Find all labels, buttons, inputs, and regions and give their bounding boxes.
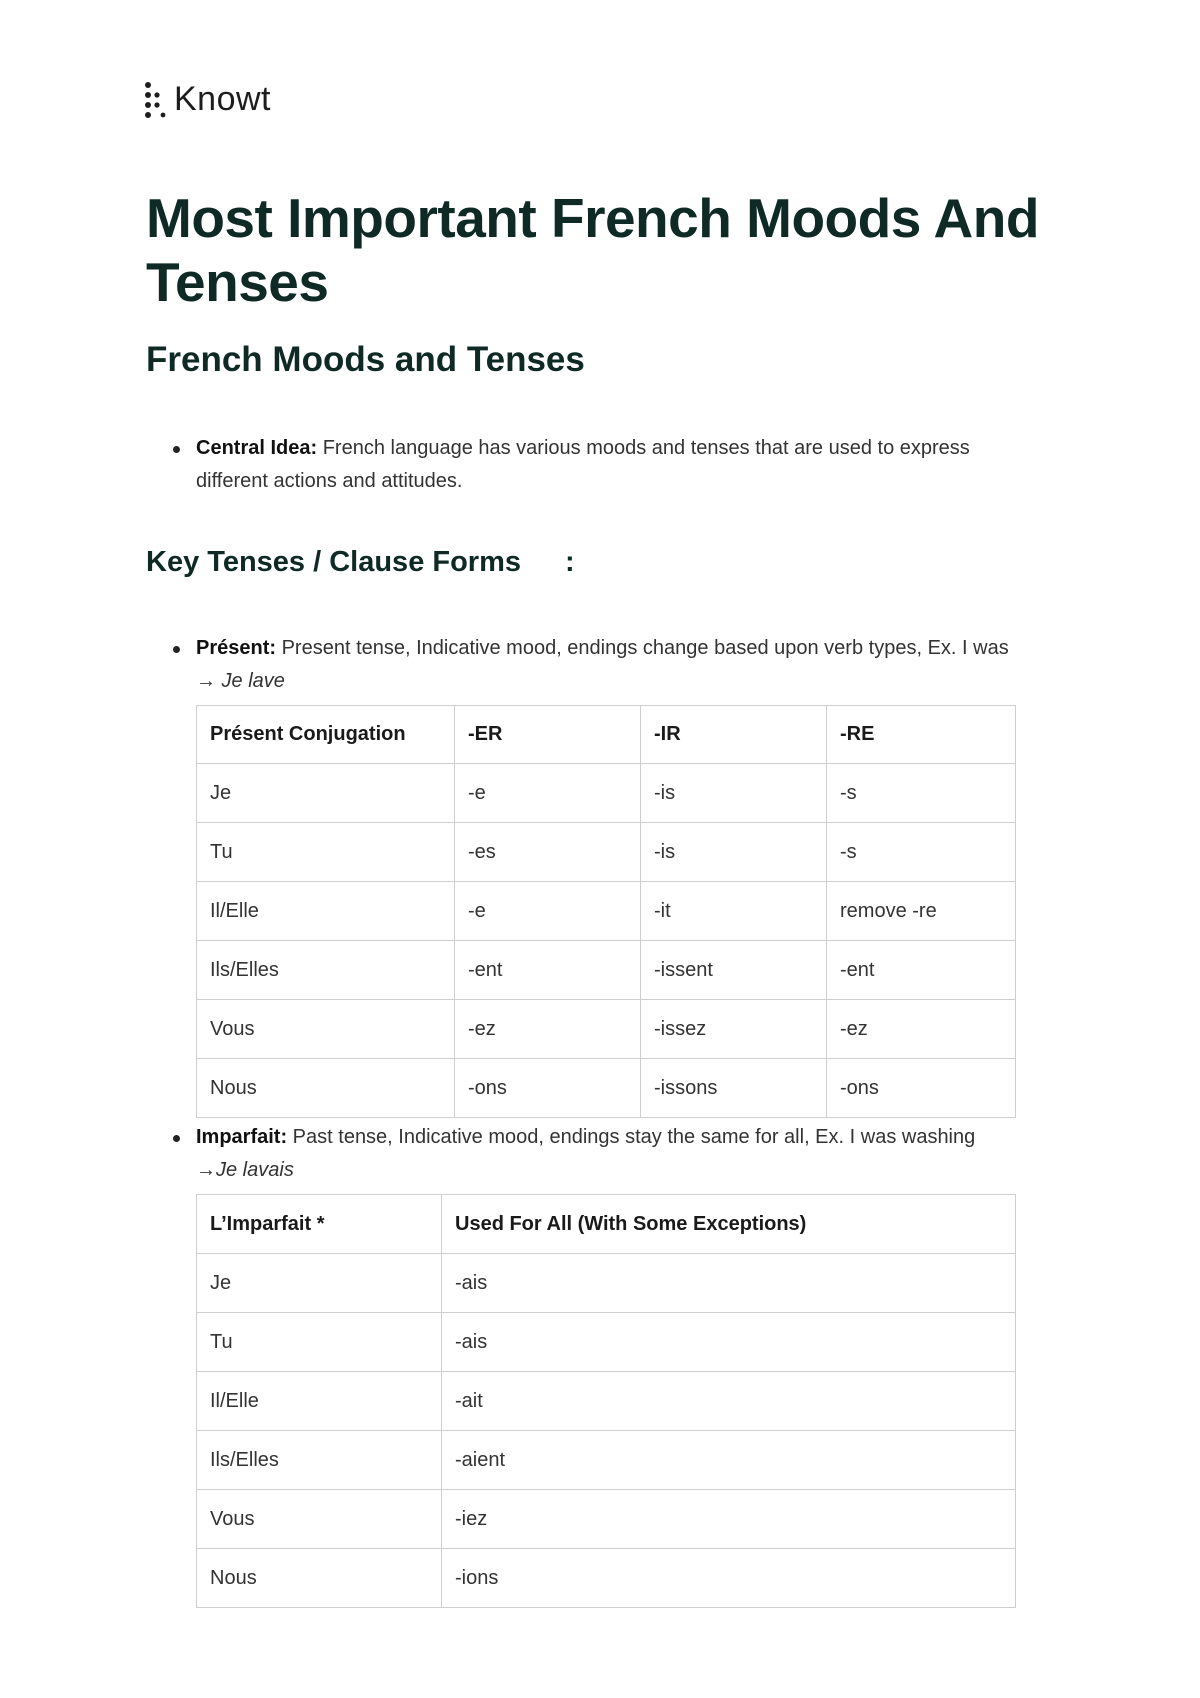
imparfait-example: →Je lavais	[196, 1159, 294, 1181]
table-row	[197, 764, 1016, 823]
table-cell: -ent	[455, 941, 641, 1000]
table-cell: Il/Elle	[197, 882, 455, 941]
imparfait-label: Imparfait:	[196, 1126, 288, 1148]
table-cell: -ais	[442, 1313, 1016, 1372]
table-cell: -ions	[442, 1549, 1016, 1608]
imparfait-bullet	[196, 1121, 1016, 1187]
table-cell: -is	[641, 823, 827, 882]
table-cell: -ons	[455, 1059, 641, 1118]
table-cell: -ez	[455, 1000, 641, 1059]
key-tenses-heading-text: Key Tenses / Clause Forms	[146, 546, 522, 578]
imparfait-text: Past tense, Indicative mood, endings stay the same for all, Ex. I was washing	[287, 1126, 976, 1148]
table-header-row	[197, 706, 1016, 764]
central-idea-bullet	[196, 432, 1016, 498]
table-row	[197, 1431, 1016, 1490]
document-title: Most Important French Moods And Tenses	[146, 187, 1039, 313]
table-header-cell: L’Imparfait *	[197, 1195, 442, 1254]
table-header-cell: Used For All (With Some Exceptions)	[442, 1195, 1016, 1254]
table-cell: -ez	[827, 1000, 1016, 1059]
table-header-cell: -ER	[455, 706, 641, 764]
table-row	[197, 1313, 1016, 1372]
brand-logo[interactable]	[144, 80, 271, 119]
table-row	[197, 823, 1016, 882]
table-cell: Vous	[197, 1000, 455, 1059]
section-heading: French Moods and Tenses	[146, 340, 585, 379]
table-cell: Nous	[197, 1549, 442, 1608]
table-cell: -s	[827, 764, 1016, 823]
imparfait-conjugation-table	[196, 1194, 1016, 1608]
table-cell: -issons	[641, 1059, 827, 1118]
brand-name: Knowt	[174, 80, 271, 118]
table-header-cell: -RE	[827, 706, 1016, 764]
table-cell: -es	[455, 823, 641, 882]
table-cell: -aient	[442, 1431, 1016, 1490]
table-cell: Tu	[197, 1313, 442, 1372]
table-cell: Ils/Elles	[197, 1431, 442, 1490]
table-cell: Vous	[197, 1490, 442, 1549]
table-header-cell: Présent Conjugation	[197, 706, 455, 764]
table-row	[197, 1549, 1016, 1608]
present-label: Présent:	[196, 637, 277, 659]
table-header-cell: -IR	[641, 706, 827, 764]
table-cell: -ent	[827, 941, 1016, 1000]
key-tenses-heading	[146, 546, 575, 579]
table-cell: Tu	[197, 823, 455, 882]
table-cell: Ils/Elles	[197, 941, 455, 1000]
table-row	[197, 1000, 1016, 1059]
table-row	[197, 1254, 1016, 1313]
table-cell: Il/Elle	[197, 1372, 442, 1431]
central-idea-text: French language has various moods and tenses that are used to express different actions and attitudes.	[196, 437, 970, 492]
table-cell: Je	[197, 1254, 442, 1313]
present-text: Present tense, Indicative mood, endings change based upon verb types, Ex. I was	[276, 637, 1009, 659]
table-cell: -is	[641, 764, 827, 823]
present-example: → Je lave	[196, 670, 285, 692]
table-row	[197, 882, 1016, 941]
key-tenses-heading-colon: :	[565, 546, 575, 578]
table-cell: -ais	[442, 1254, 1016, 1313]
knowt-logo-icon	[144, 81, 166, 119]
central-idea-label: Central Idea:	[196, 437, 318, 459]
table-cell: Nous	[197, 1059, 455, 1118]
table-cell: -ait	[442, 1372, 1016, 1431]
table-cell: Je	[197, 764, 455, 823]
table-header-row	[197, 1195, 1016, 1254]
table-cell: -e	[455, 882, 641, 941]
table-cell: -issez	[641, 1000, 827, 1059]
table-row	[197, 1059, 1016, 1118]
table-cell: -it	[641, 882, 827, 941]
table-cell: -iez	[442, 1490, 1016, 1549]
present-bullet	[196, 632, 1016, 698]
table-row	[197, 941, 1016, 1000]
table-cell: -e	[455, 764, 641, 823]
table-cell: -ons	[827, 1059, 1016, 1118]
table-cell: remove -re	[827, 882, 1016, 941]
table-row	[197, 1372, 1016, 1431]
table-cell: -s	[827, 823, 1016, 882]
table-row	[197, 1490, 1016, 1549]
table-cell: -issent	[641, 941, 827, 1000]
present-conjugation-table	[196, 705, 1016, 1118]
